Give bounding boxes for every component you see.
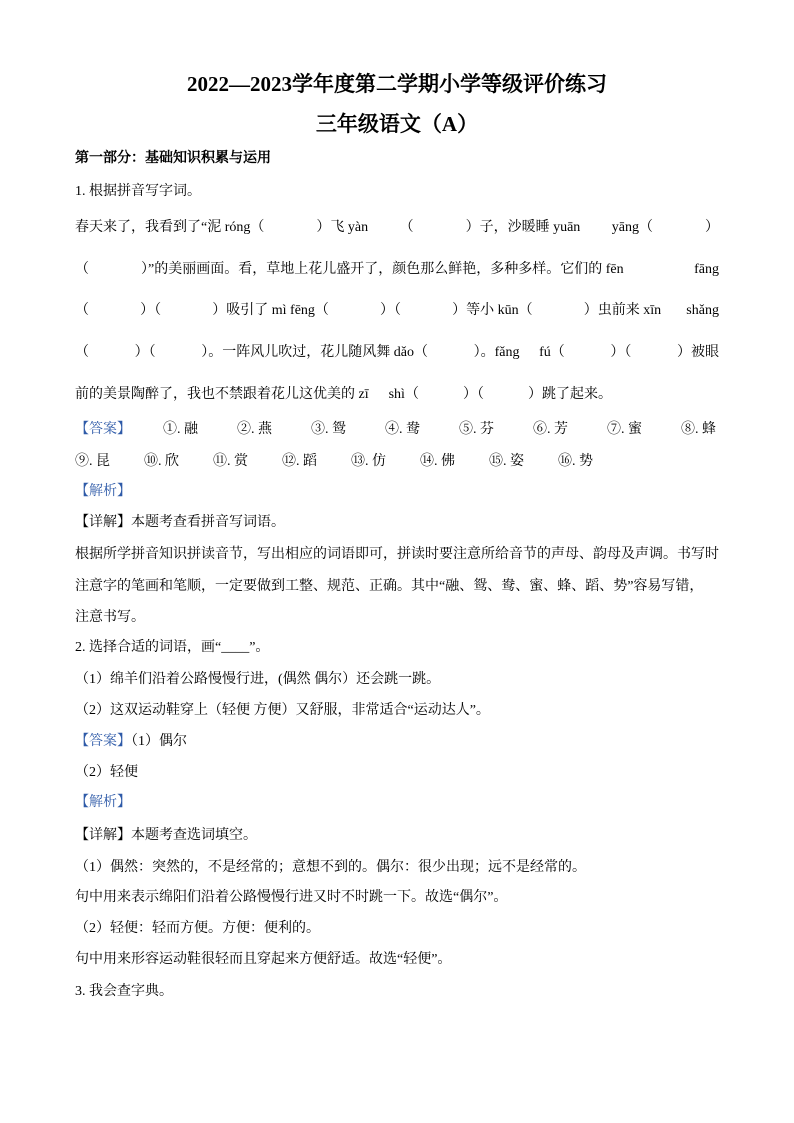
- answer-blank: [631, 343, 677, 363]
- passage-text: ）（: [140, 303, 162, 318]
- q2-analysis-label: 【解析】: [75, 795, 131, 810]
- q1-passage-line-1: [75, 218, 719, 238]
- answer-blank: [419, 385, 463, 405]
- answer-item: ⑭. 佛: [420, 454, 455, 469]
- passage-text: （: [399, 220, 414, 235]
- passage-text: ）虫前来 xīn: [583, 303, 662, 318]
- q1-passage-line-4: [75, 343, 719, 363]
- q1-explanation-line: 注意书写。: [75, 610, 145, 625]
- passage-text: ）（: [462, 387, 484, 402]
- answer-blank: [161, 301, 212, 321]
- answer-blank: [264, 218, 316, 238]
- question-2-stem: 2. 选择合适的词语，画“____”。: [75, 640, 270, 655]
- q1-passage-line-2: [75, 260, 719, 280]
- exam-title: 2022—2023学年度第二学期小学等级评价练习: [187, 72, 607, 96]
- passage-text: ）吸引了 mì fēng（: [212, 303, 329, 318]
- q1-explanation-line: 根据所学拼音知识拼读音节，写出相应的词语即可，拼读时要注意所给音节的声母、韵母及声调。书写时: [75, 547, 719, 562]
- q2-explanation-line: 句中用来表示绵阳们沿着公路慢慢行进又时不时跳一下。故选“偶尔”。: [75, 890, 508, 905]
- q2-explanation-line: （2）轻便：轻而方便。方便：便利的。: [75, 921, 320, 936]
- answer-blank: [653, 218, 705, 238]
- answer-item: ⑩. 欣: [144, 454, 179, 469]
- passage-text: （: [75, 345, 89, 360]
- passage-text: ）（: [610, 345, 632, 360]
- answer-item: ⑨. 昆: [75, 454, 110, 469]
- passage-text: 前的美景陶醉了，我也不禁跟着花儿这优美的 zī: [75, 387, 369, 402]
- passage-text: ）等小 kūn（: [452, 303, 533, 318]
- spacing: [368, 218, 399, 238]
- answer-item: ⑯. 势: [558, 454, 593, 469]
- detail-label: 【详解】: [75, 515, 131, 530]
- answer-blank: [89, 260, 141, 280]
- answer-item: ⑥. 芳: [533, 422, 568, 437]
- q2-answer-item-2: （2）轻便: [75, 765, 138, 780]
- passage-text: fāng: [694, 262, 719, 277]
- answer-label: 【答案】: [75, 734, 131, 749]
- answer-blank: [565, 343, 611, 363]
- passage-text: fú（: [539, 345, 565, 360]
- passage-text: （: [75, 303, 89, 318]
- answer-item: ⑬. 仿: [351, 454, 386, 469]
- passage-text: ）飞 yàn: [316, 220, 369, 235]
- q1-detail: [75, 513, 285, 533]
- passage-text: yāng（: [611, 220, 654, 235]
- passage-text: ）。一阵风儿吹过，花儿随风舞 dǎo（: [201, 345, 428, 360]
- answer-blank: [329, 301, 380, 321]
- q1-passage-line-3: [75, 301, 719, 321]
- answer-blank: [414, 218, 466, 238]
- answer-item: ③. 鸳: [311, 422, 346, 437]
- q2-item: （1）绵羊们沿着公路慢慢行进，(偶然 偶尔）还会跳一跳。: [75, 672, 441, 687]
- question-3-stem: 3. 我会查字典。: [75, 984, 173, 999]
- answer-item: ①. 融: [163, 422, 198, 437]
- spacing: [369, 385, 389, 405]
- q2-detail: [75, 826, 257, 846]
- q1-answer-row-1: [75, 420, 716, 440]
- passage-text: ）: [705, 220, 720, 235]
- answer-blank: [401, 301, 452, 321]
- passage-text: ）被眼: [677, 345, 720, 360]
- q2-answer: [75, 732, 187, 752]
- spacing: [624, 260, 695, 280]
- detail-text: 本题考查看拼音写词语。: [131, 515, 285, 530]
- answer-item: ⑧. 蜂: [681, 422, 716, 437]
- question-1-stem: 1. 根据拼音写字词。: [75, 184, 201, 199]
- section-heading: 第一部分：基础知识积累与运用: [75, 151, 271, 166]
- q1-explanation-line: 注意字的笔画和笔顺，一定要做到工整、规范、正确。其中“融、鸳、鸯、蜜、蜂、蹈、势”容易写错，: [75, 579, 704, 594]
- q2-explanation-line: 句中用来形容运动鞋很轻而且穿起来方便舒适。故选“轻便”。: [75, 952, 452, 967]
- spacing: [661, 301, 686, 321]
- q2-explanation-line: （1）偶然：突然的，不是经常的；意想不到的。偶尔：很少出现；远不是经常的。: [75, 860, 586, 875]
- answer-blank: [89, 343, 135, 363]
- exam-subtitle: 三年级语文（A）: [315, 112, 479, 136]
- passage-text: ）跳了起来。: [527, 387, 612, 402]
- detail-text: 本题考查选词填空。: [131, 828, 257, 843]
- detail-label: 【详解】: [75, 828, 131, 843]
- q2-item: （2）这双运动鞋穿上（轻便 方便）又舒服，非常适合“运动达人”。: [75, 703, 490, 718]
- passage-text: ）（: [134, 345, 156, 360]
- passage-text: ）（: [380, 303, 402, 318]
- answer-item: ④. 鸯: [385, 422, 420, 437]
- passage-text: shǎng: [686, 303, 719, 318]
- spacing: [580, 218, 611, 238]
- answer-blank: [484, 385, 528, 405]
- answer-item: ⑫. 蹈: [282, 454, 317, 469]
- answer-blank: [428, 343, 474, 363]
- passage-text: 春天来了，我看到了“泥 róng（: [75, 220, 265, 235]
- q1-passage-line-5: [75, 385, 612, 405]
- spacing: [519, 343, 539, 363]
- answer-item: （1）偶尔: [131, 734, 187, 749]
- q1-analysis-label: 【解析】: [75, 484, 131, 499]
- passage-text: ）。fǎng: [473, 345, 520, 360]
- answer-label: 【答案】: [75, 422, 131, 437]
- passage-text: ）子，沙暖睡 yuān: [465, 220, 581, 235]
- answer-item: ⑪. 赏: [213, 454, 248, 469]
- q1-answer-row-2: [75, 452, 593, 472]
- answer-item: ⑦. 蜜: [607, 422, 642, 437]
- passage-text: shì（: [388, 387, 419, 402]
- passage-text: ）”的美丽画面。看，草地上花儿盛开了，颜色那么鲜艳，多种多样。它们的 fēn: [141, 262, 624, 277]
- answer-item: ②. 燕: [237, 422, 272, 437]
- answer-blank: [89, 301, 140, 321]
- passage-text: （: [75, 262, 89, 277]
- answer-item: ⑮. 姿: [489, 454, 524, 469]
- answer-item: ⑤. 芬: [459, 422, 494, 437]
- answer-blank: [533, 301, 584, 321]
- answer-blank: [156, 343, 202, 363]
